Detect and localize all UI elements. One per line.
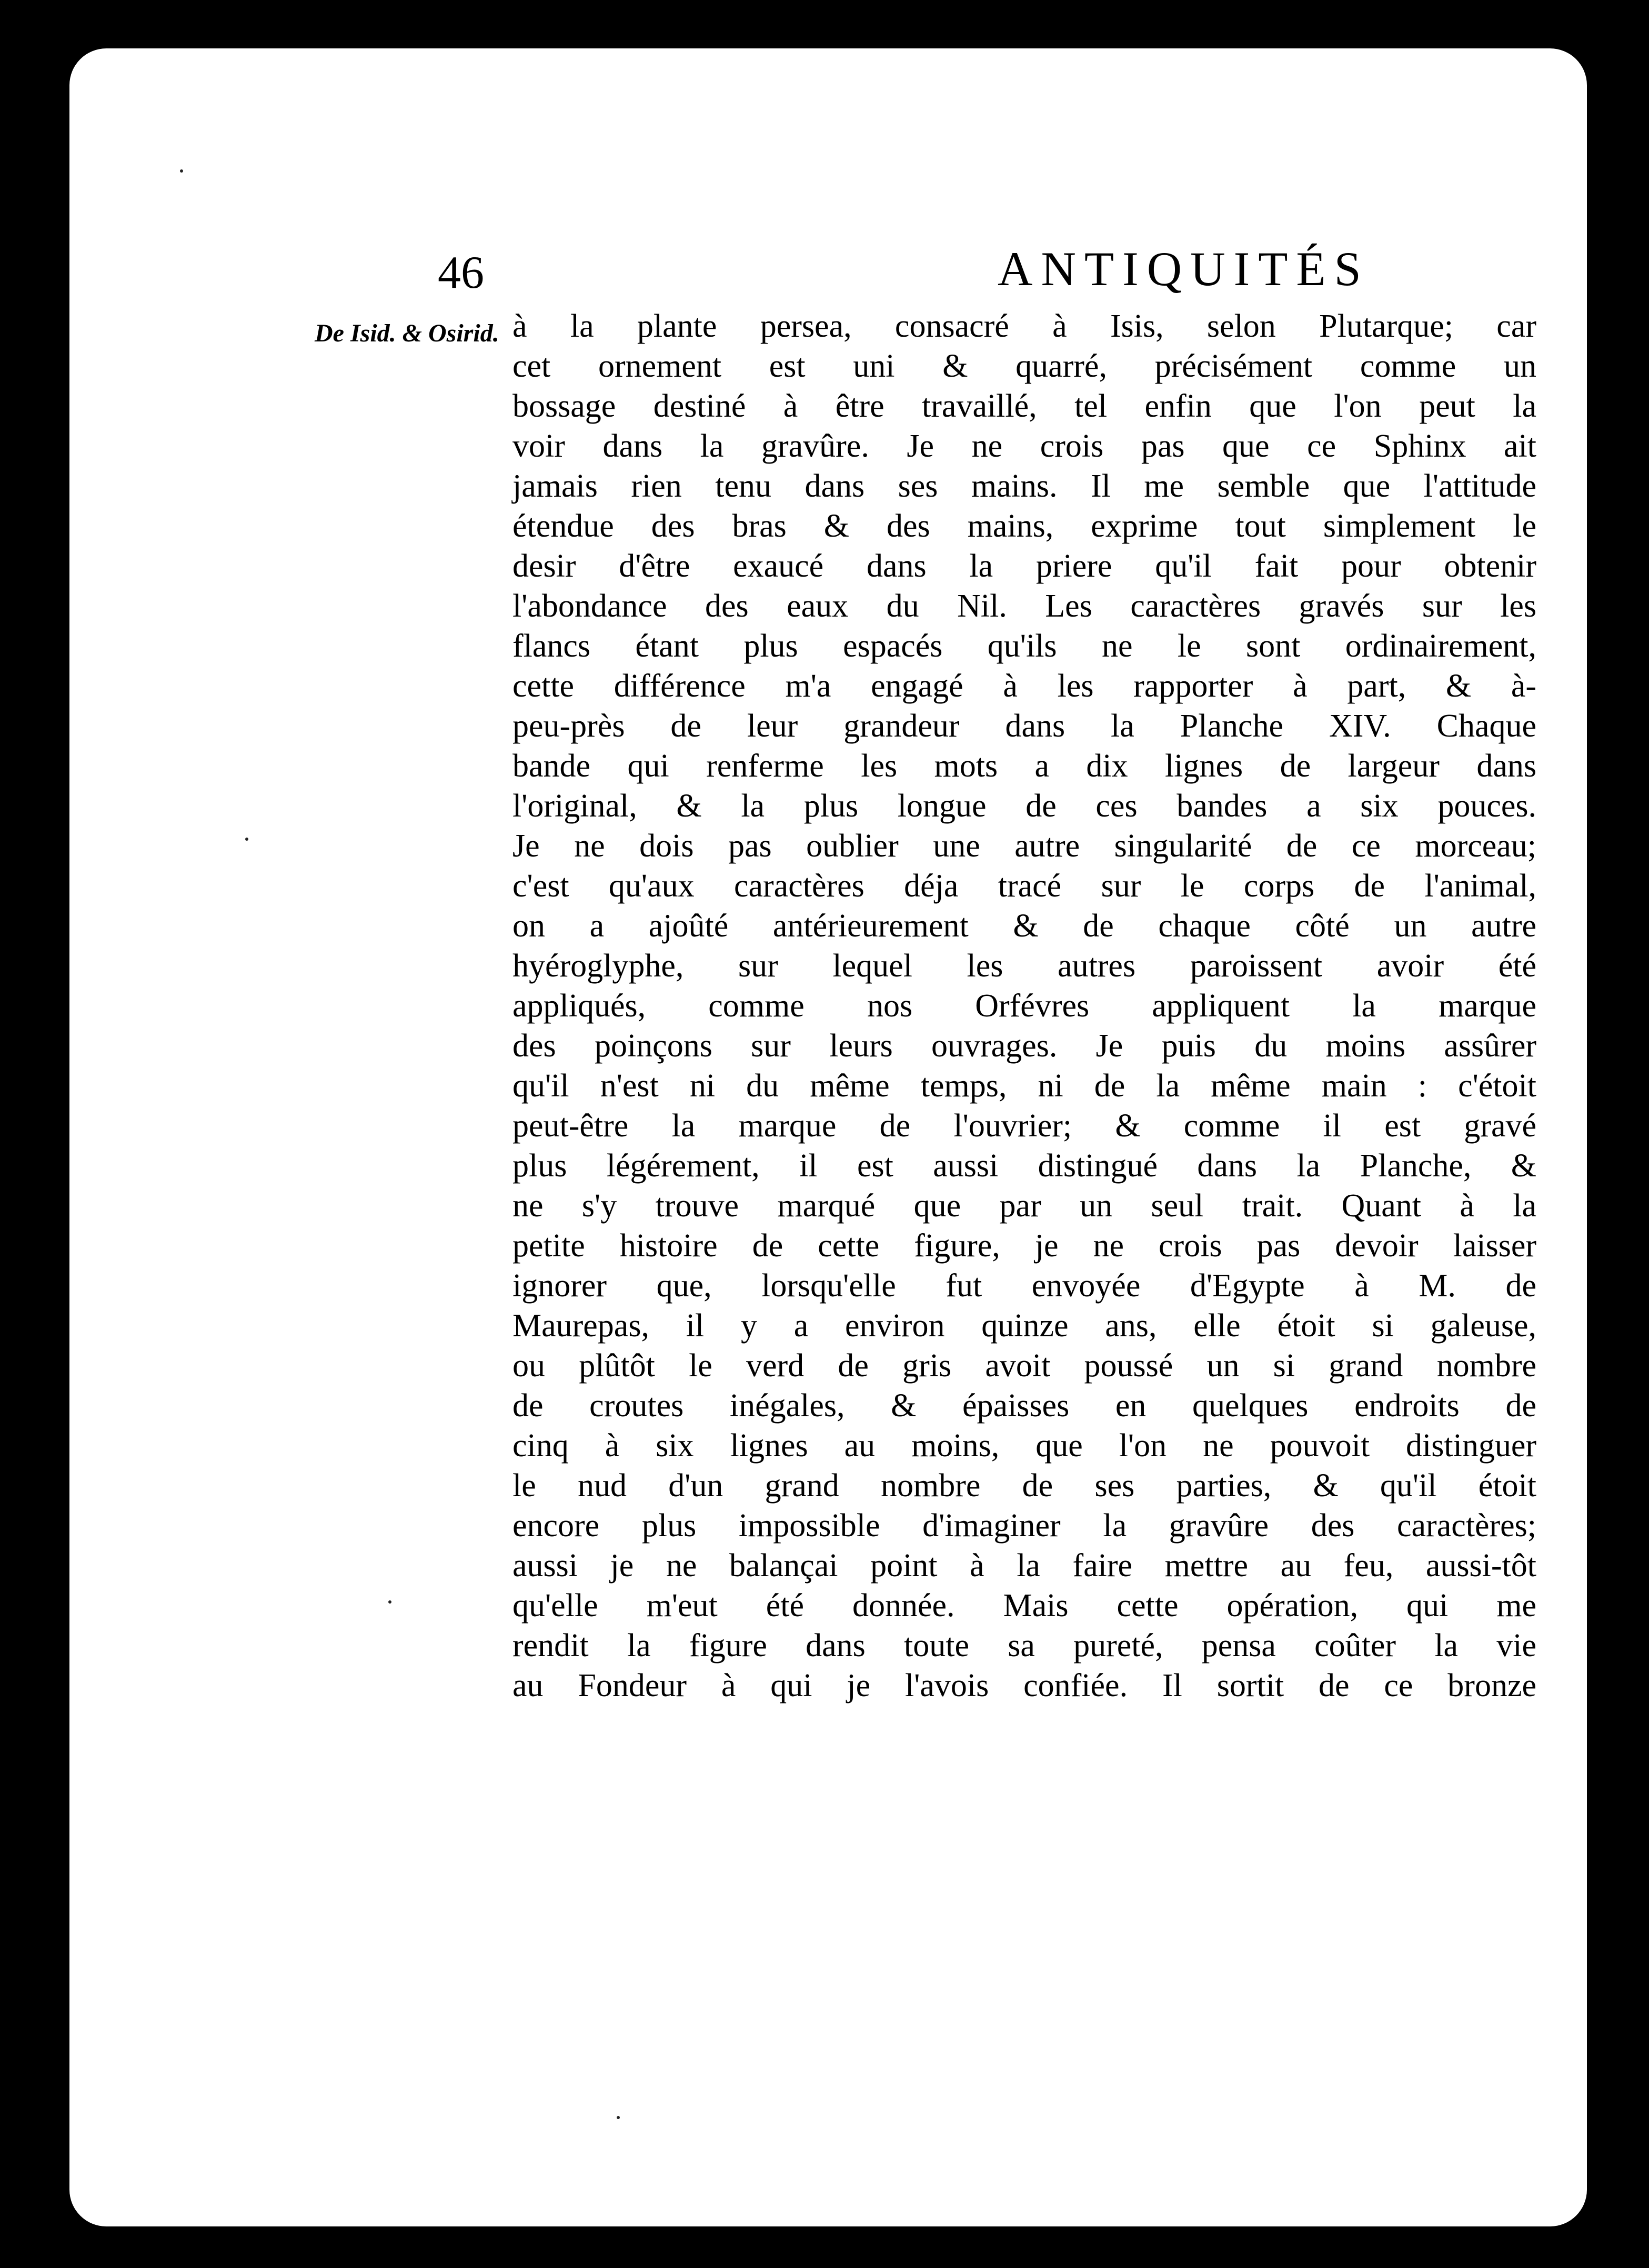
text-line: cette différence m'a engagé à les rapporter à part, & à-	[512, 668, 1536, 704]
text-line: petite histoire de cette figure, je ne crois pas devoir laisser	[512, 1228, 1536, 1264]
text-line: appliqués, comme nos Orfévres appliquent la marque	[512, 988, 1536, 1024]
text-line: ignorer que, lorsqu'elle fut envoyée d'Egypte à M. de	[512, 1268, 1536, 1304]
body-text	[512, 306, 1536, 1706]
text-line: on a ajoûté antérieurement & de chaque côté un autre	[512, 908, 1536, 944]
text-line: à la plante persea, consacré à Isis, selon Plutarque; car	[512, 308, 1536, 344]
book-page	[69, 48, 1587, 2226]
text-line: qu'elle m'eut été donnée. Mais cette opération, qui me	[512, 1588, 1536, 1624]
text-line: hyéroglyphe, sur lequel les autres paroissent avoir été	[512, 948, 1536, 984]
text-line: jamais rien tenu dans ses mains. Il me semble que l'attitude	[512, 468, 1536, 504]
text-line: rendit la figure dans toute sa pureté, pensa coûter la vie	[512, 1628, 1536, 1664]
text-line: bossage destiné à être travaillé, tel enfin que l'on peut la	[512, 388, 1536, 424]
margin-note: De Isid. & Osirid.	[315, 319, 499, 347]
text-line: ne s'y trouve marqué que par un seul trait. Quant à la	[512, 1188, 1536, 1224]
text-line: encore plus impossible d'imaginer la gravûre des caractères;	[512, 1508, 1536, 1544]
page-number: 46	[438, 247, 484, 298]
text-line: plus légérement, il est aussi distingué dans la Planche, &	[512, 1148, 1536, 1184]
text-line: étendue des bras & des mains, exprime tout simplement le	[512, 508, 1536, 544]
text-line: des poinçons sur leurs ouvrages. Je puis du moins assûrer	[512, 1028, 1536, 1064]
text-line: cinq à six lignes au moins, que l'on ne pouvoit distinguer	[512, 1428, 1536, 1464]
text-line: l'original, & la plus longue de ces bandes a six pouces.	[512, 788, 1536, 824]
text-line: Je ne dois pas oublier une autre singularité de ce morceau;	[512, 828, 1536, 864]
text-line: qu'il n'est ni du même temps, ni de la même main : c'étoit	[512, 1068, 1536, 1104]
text-line: peut-être la marque de l'ouvrier; & comme il est gravé	[512, 1108, 1536, 1144]
text-line: au Fondeur à qui je l'avois confiée. Il sortit de ce bronze	[512, 1668, 1536, 1703]
text-line: peu-près de leur grandeur dans la Planche XIV. Chaque	[512, 708, 1536, 744]
text-line: cet ornement est uni & quarré, précisément comme un	[512, 348, 1536, 384]
text-line: de croutes inégales, & épaisses en quelques endroits de	[512, 1388, 1536, 1424]
text-line: le nud d'un grand nombre de ses parties, & qu'il étoit	[512, 1468, 1536, 1504]
text-line: flancs étant plus espacés qu'ils ne le sont ordinairement,	[512, 628, 1536, 664]
text-line: c'est qu'aux caractères déja tracé sur le corps de l'animal,	[512, 868, 1536, 904]
running-head: ANTIQUITÉS	[998, 242, 1370, 296]
text-line: bande qui renferme les mots a dix lignes de largeur dans	[512, 748, 1536, 784]
text-line: aussi je ne balançai point à la faire mettre au feu, aussi-tôt	[512, 1548, 1536, 1584]
text-line: ou plûtôt le verd de gris avoit poussé un si grand nombre	[512, 1348, 1536, 1384]
text-line: l'abondance des eaux du Nil. Les caractères gravés sur les	[512, 588, 1536, 624]
text-line: Maurepas, il y a environ quinze ans, elle étoit si galeuse,	[512, 1308, 1536, 1344]
text-line: desir d'être exaucé dans la priere qu'il fait pour obtenir	[512, 548, 1536, 584]
text-line: voir dans la gravûre. Je ne crois pas que ce Sphinx ait	[512, 428, 1536, 464]
